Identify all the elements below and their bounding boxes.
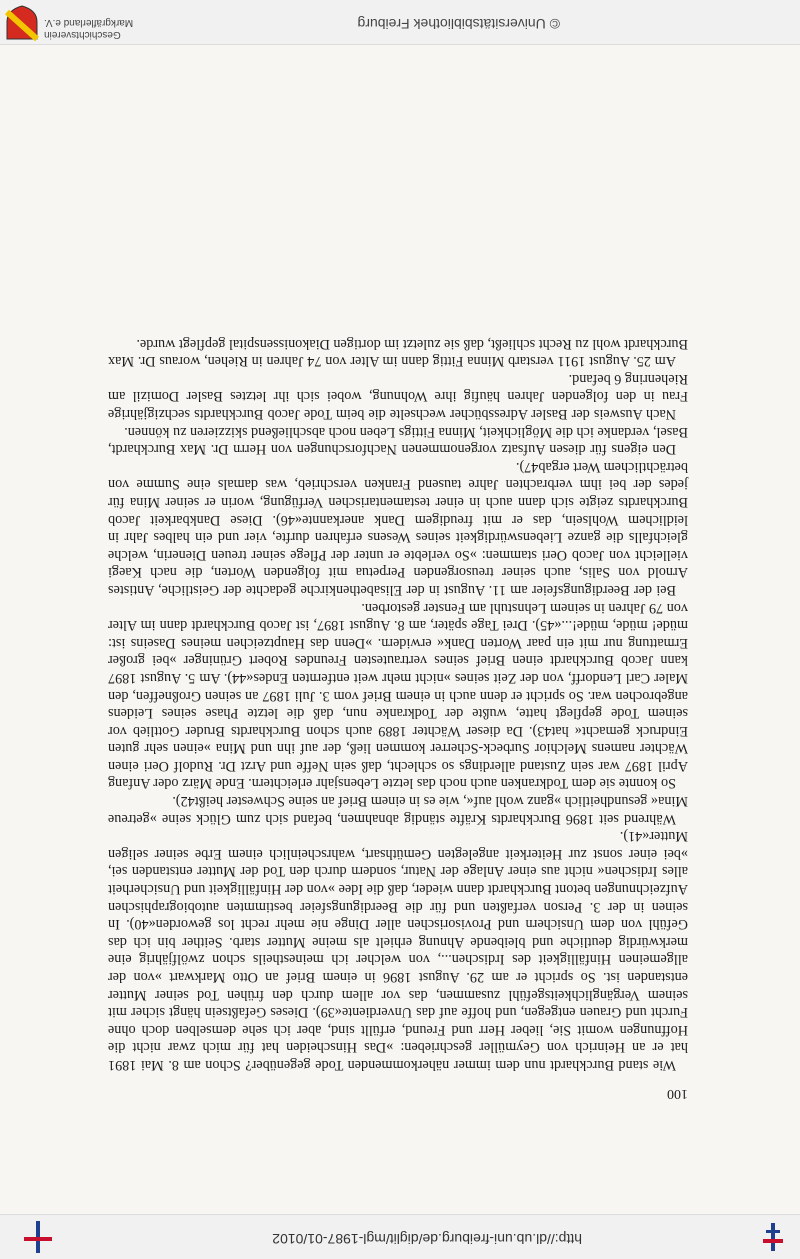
paragraph: Am 25. August 1911 verstarb Minna Fittig dann im Alter von 74 Jahren in Riehen, woraus Dr. Max Burckhardt wohl zu Recht schließt, daß sie zuletzt im dortigen Diakonissenspital gepflegt wurde. (108, 335, 688, 370)
top-toolbar (0, 1214, 800, 1259)
society-name-line1: Geschichtsverein (44, 29, 121, 40)
university-logo-icon (18, 1221, 58, 1253)
body-text (108, 334, 688, 1073)
paragraph: Während seit 1896 Burckhardts Kräfte ständig abnahmen, befand sich zum Glück seine »getreue Mina« gesundheitlich »ganz wohl auf«, wie es in einem Brief an seine Schwester heißt42). (108, 793, 688, 827)
paragraph: So konnte sie dem Todkranken auch noch das letzte Lebensjahr erleichtern. Ende März oder Anfang April 1897 war sein Zustand allerdings so schlecht, daß sein Neffe und Arzt Dr. Rudolf Oeri einen Wächter namens Melchior Surbeck-Scherrer kommen ließ, der auf ihn und Mina »einen sehr guten Eindruck gemacht« hat43). Da dieser Wächter 1889 auch schon Burckhardts Bruder Gottlieb vor seinem Tode gepflegt hatte, wußte der Todkranke nun, daß die letzte Phase seines Leidens angebrochen war. So spricht er denn auch in einem Brief vom 3. Juli 1897 an seinen Großneffen, den Maler Carl Lendorff, von der Zeit seines »nicht mehr weit entfernten Endes«44). Am 5. August 1897 kann Jacob Burckhardt einen Brief seines vertrautesten Freundes Robert Grüninger »bei großer Ermattung nur mit ein paar Worten Dank« erwidern. »Denn das Hauptzeichen meines Daseins ist: müde! müde, müde!...«45). Drei Tage später, am 8. August 1897, ist Jacob Burckhardt dann im Alter von 79 Jahren in seinem Lehnstuhl am Fenster gestorben. (107, 599, 688, 792)
paragraph: Wie stand Burckhardt nun dem immer näherkommenden Tode gegenüber? Schon am 8. Mai 1891 hat er an Heinrich von Geymüller geschrieben: »Das Hinscheiden hat für mich zwar nicht die Hoffnungen womit Sie, lieber Herr und Freund, erfüllt sind, aber ich sehe demselben doch ohne Furcht und Grauen entgegen, und hoffe auf das Unverdiente«39). Dieses Gefaßtsein hängt sicher mit seinem Vergänglichkeitsgefühl zusammen, das vor allem durch den frühen Tod seiner Mutter entstanden ist. So spricht er am 29. August 1896 in einem Brief an Otto Markwart »von der allgemeinen Hinfälligkeit des Irdischen..., von welcher ich meinestheils schon zwölfjährig eine merkwürdig deutliche und bleibende Ahnung erhielt als meine Mutter starb. Seither bin ich das Gefühl von dem Unsichern und Provisorischen aller Dinge nie mehr recht los geworden«40). In seinen in der 3. Person verfaßten und für die Beerdigungsfeier bestimmten autobiographischen Aufzeichnungen betont Burckhardt dann wieder, daß die Idee »von der Hinfälligkeit und Unsicherheit alles Irdischen« nicht aus einer Anlage der Natur, sondern durch den Tod der Mutter entstanden sei, »bei einer sonst zur Heiterkeit angelegten Gemüthsart, wahrscheinlich einem Erbe seiner seligen Mutter«41). (108, 828, 688, 1073)
society-crest-icon (4, 4, 40, 42)
paragraph: Bei der Beerdigungsfeier am 11. August in der Elisabethenkirche gedachte der Geistliche, Antistes Arnold von Salis, auch seiner treusorgenden Perpetua mit folgenden Worten, die nach Kaegi vielleicht von Jacob Oeri stammen: »So verlebte er unter der Pflege seiner treuen Dienerin, welche gleichfalls die ganze Liebenswürdigkeit seines Wesens erfahren durfte, vier und ein halbes Jahr in leidlichem Wohlsein, das er mit freudigem Dank anerkannte«46). Diese Dankbarkeit Jacob Burckhardts zeigte sich dann auch in einer testamentarischen Verfügung, worin er seiner Mina für jedes der bei ihm verbrachten Jahre tausend Franken verschrieb, was damals eine Summe von beträchtlichem Wert ergab47). (108, 458, 688, 598)
bottom-toolbar (0, 0, 800, 45)
library-logo-icon (758, 1221, 788, 1253)
paragraph: Nach Ausweis der Basler Adressbücher wechselte die beim Tode Jacob Burckhardts sechzigjährige Frau in den folgenden Jahren häufig ihre Wohnung, wobei sich ihr letztes Basler Domizil am Riehenring 6 befand. (108, 370, 688, 423)
page-number: 100 (667, 1086, 688, 1101)
paragraph: Den eigens für diesen Aufsatz vorgenommenen Nachforschungen von Herrn Dr. Max Burckhardt, Basel, verdanke ich die Möglichkeit, Minna Fittigs Leben noch abschließend skizzieren zu können. (108, 423, 688, 458)
society-name (44, 16, 133, 40)
society-name-line2: Markgräflerland e.V. (44, 17, 134, 28)
document-url[interactable]: http://dl.ub.uni-freiburg.de/diglit/mgl-1987-01/0102 (272, 1231, 582, 1247)
copyright-notice: © Universitätsbibliothek Freiburg (357, 16, 560, 32)
